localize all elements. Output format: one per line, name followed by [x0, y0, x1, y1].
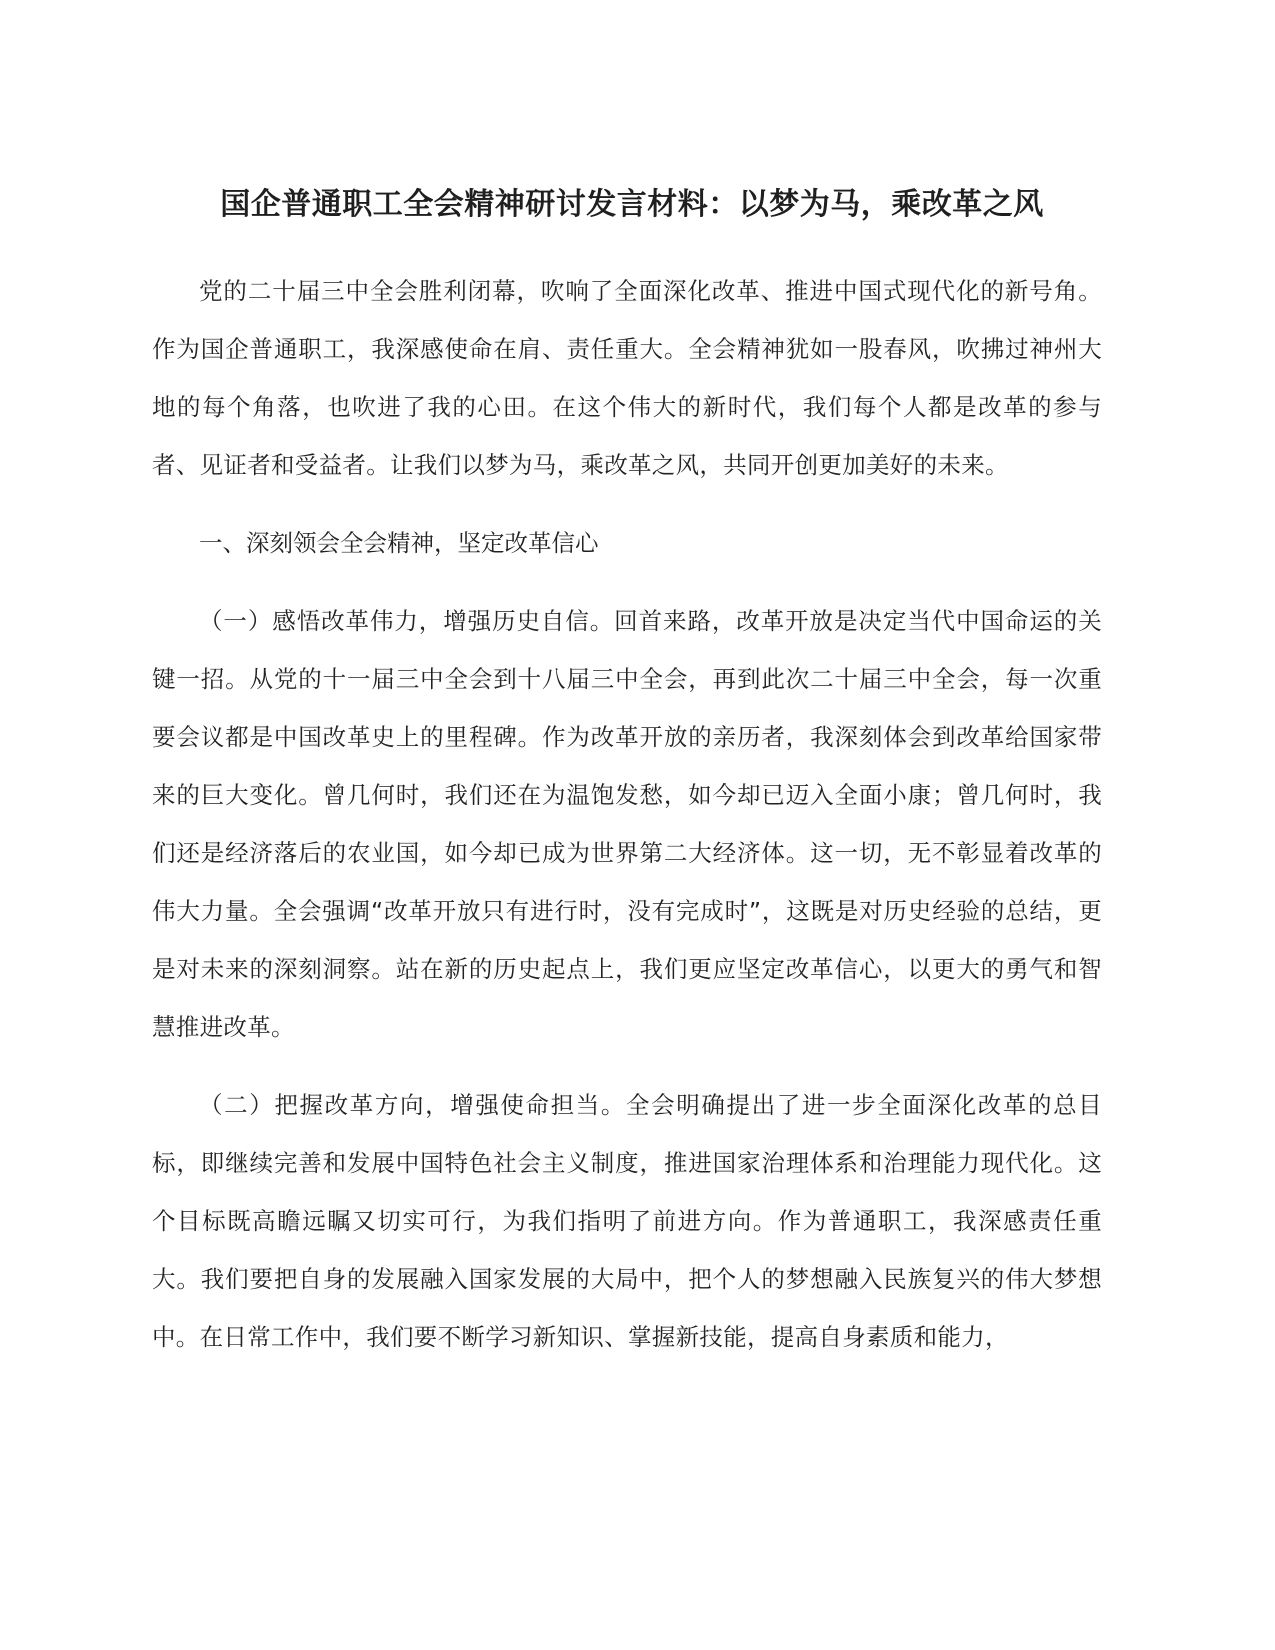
section-heading: 一、深刻领会全会精神，坚定改革信心 — [199, 529, 599, 557]
body-paragraph: （一）感悟改革伟力，增强历史自信。回首来路，改革开放是决定当代中国命运的关键一招。从党的十一届三中全会到十八届三中全会，再到此次二十届三中全会，每一次重要会议都是中国改革史上的里程碑。作为改革开放的亲历者，我深刻体会到改革给国家带来的巨大变化。曾几何时，我们还在为温饱发愁，如今却已迈入全面小康；曾几何时，我们还是经济落后的农业国，如今却已成为世界第二大经济体。这一切，无不彰显着改革的伟大力量。全会强调“改革开放只有进行时，没有完成时”，这既是对历史经验的总结，更是对未来的深刻洞察。站在新的历史起点上，我们更应坚定改革信心，以更大的勇气和智慧推进改革。 — [152, 607, 1102, 1041]
document-body — [152, 262, 1102, 1386]
intro-paragraph: 党的二十届三中全会胜利闭幕，吹响了全面深化改革、推进中国式现代化的新号角。作为国企普通职工，我深感使命在肩、责任重大。全会精神犹如一股春风，吹拂过神州大地的每个角落，也吹进了我的心田。在这个伟大的新时代，我们每个人都是改革的参与者、见证者和受益者。让我们以梦为马，乘改革之风，共同开创更加美好的未来。 — [152, 277, 1102, 479]
document-title: 国企普通职工全会精神研讨发言材料：以梦为马，乘改革之风 — [220, 187, 1044, 222]
body-paragraph: （二）把握改革方向，增强使命担当。全会明确提出了进一步全面深化改革的总目标，即继续完善和发展中国特色社会主义制度，推进国家治理体系和治理能力现代化。这个目标既高瞻远瞩又切实可行，为我们指明了前进方向。作为普通职工，我深感责任重大。我们要把自身的发展融入国家发展的大局中，把个人的梦想融入民族复兴的伟大梦想中。在日常工作中，我们要不断学习新知识、掌握新技能，提高自身素质和能力， — [152, 1091, 1102, 1351]
